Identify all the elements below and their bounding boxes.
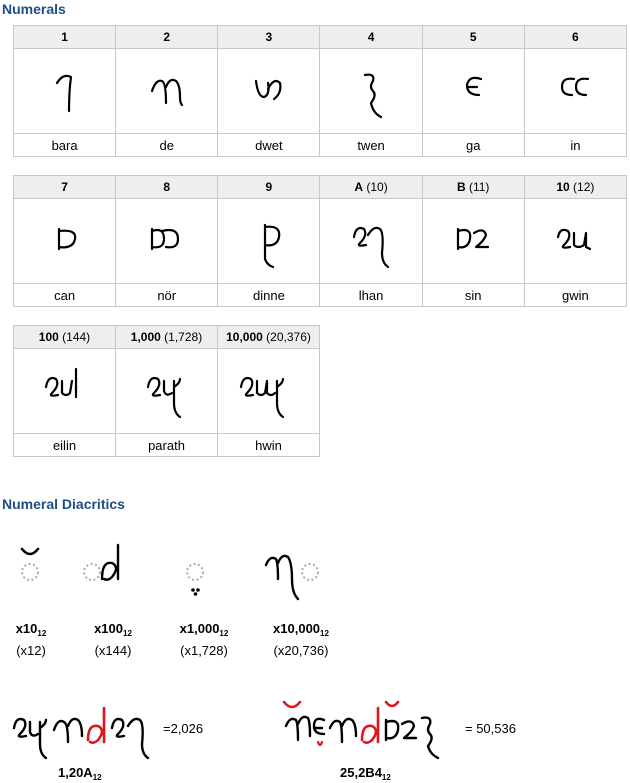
numeral-header: 2: [116, 26, 218, 49]
triple-dot-mark: [196, 588, 200, 592]
glyph-nine: [218, 199, 320, 284]
numeral-header: 6: [524, 26, 626, 49]
dotted-circle-icon: [22, 564, 38, 580]
numeral-name: lhan: [320, 284, 422, 307]
breve-mark: [22, 549, 38, 554]
numeral-header: 5: [422, 26, 524, 49]
numeral-name: twen: [320, 134, 422, 157]
numerals-table-2: [13, 175, 627, 307]
glyph-hundred: [14, 349, 116, 434]
example-glyph-2: [278, 690, 458, 770]
diacritics-heading: Numeral Diacritics: [2, 496, 125, 512]
numerals-heading: Numerals: [2, 1, 66, 17]
dotted-circle-icon: [187, 564, 203, 580]
glyph-a: [320, 199, 422, 284]
glyph-b: [422, 199, 524, 284]
example-label-1: $1,20A_{12}$: [58, 765, 102, 782]
numeral-name: bara: [14, 134, 116, 157]
diacritic-label: $x100_{12}$ (x144): [94, 621, 132, 658]
example-equals-2: = 50,536: [465, 721, 516, 736]
glyph-one: [14, 49, 116, 134]
numeral-name: ga: [422, 134, 524, 157]
numeral-name: dinne: [218, 284, 320, 307]
numeral-name: can: [14, 284, 116, 307]
numeral-header: 3: [218, 26, 320, 49]
example-equals-1: =2,026: [163, 721, 204, 736]
hundred-mark: [102, 545, 118, 580]
numeral-name: dwet: [218, 134, 320, 157]
numeral-header: 10,000 (20,376): [218, 326, 320, 349]
example-glyph-1: [8, 690, 158, 770]
glyph-four: [320, 49, 422, 134]
numeral-name: de: [116, 134, 218, 157]
example-label-2: $25,2B4_{12}$: [340, 765, 391, 782]
dotted-circle-icon: [84, 564, 100, 580]
glyph-ten-thousand: [218, 349, 320, 434]
numeral-name: eilin: [14, 434, 116, 457]
numeral-name: hwin: [218, 434, 320, 457]
diacritic-label: $x1,000_{12}$ (x1,728): [179, 621, 229, 658]
numeral-header: 8: [116, 176, 218, 199]
numeral-header: 100 (144): [14, 326, 116, 349]
numeral-header: 9: [218, 176, 320, 199]
numerals-table-3: [13, 325, 320, 457]
dotted-circle-icon: [302, 564, 318, 580]
ten-thousand-mark: [266, 556, 298, 599]
numeral-header: 1,000 (1,728): [116, 326, 218, 349]
glyph-ten: [524, 199, 626, 284]
numeral-header: 10 (12): [524, 176, 626, 199]
numeral-name: sin: [422, 284, 524, 307]
triple-dot-mark: [191, 588, 195, 592]
glyph-two: [116, 49, 218, 134]
glyph-thousand: [116, 349, 218, 434]
numeral-name: nör: [116, 284, 218, 307]
numeral-header: A (10): [320, 176, 422, 199]
numeral-header: B (11): [422, 176, 524, 199]
diacritics-glyphs: [0, 535, 340, 615]
glyph-six: [524, 49, 626, 134]
diacritic-label: $x10_{12}$ (x12): [15, 621, 47, 658]
triple-dot-mark: [194, 592, 198, 596]
numerals-table-1: [13, 25, 627, 157]
numeral-header: 7: [14, 176, 116, 199]
glyph-five: [422, 49, 524, 134]
numeral-name: in: [524, 134, 626, 157]
numeral-header: 4: [320, 26, 422, 49]
numeral-header: 1: [14, 26, 116, 49]
numeral-name: parath: [116, 434, 218, 457]
glyph-three: [218, 49, 320, 134]
glyph-seven: [14, 199, 116, 284]
numeral-name: gwin: [524, 284, 626, 307]
diacritic-label: $x10,000_{12}$ (x20,736): [273, 621, 329, 658]
glyph-eight: [116, 199, 218, 284]
